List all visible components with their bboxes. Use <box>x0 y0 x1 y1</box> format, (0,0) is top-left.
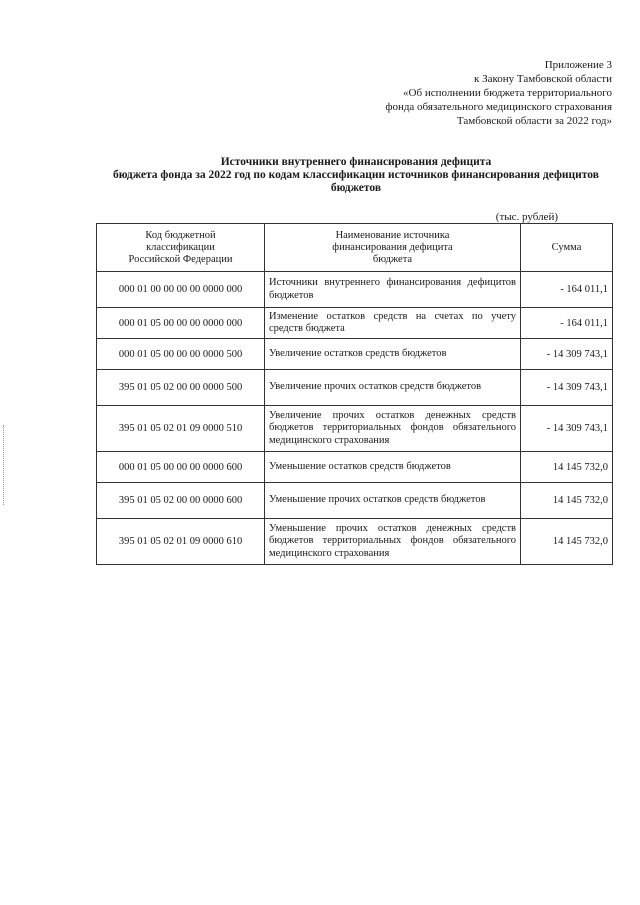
row-name: Источники внутреннего финансирования дефицитов бюджетов <box>265 272 521 308</box>
title-line: бюджета фонда за 2022 год по кодам классификации источников финансирования дефицитов <box>113 169 599 181</box>
table-row <box>97 339 613 370</box>
table-row <box>97 483 613 519</box>
table-row <box>97 406 613 452</box>
row-name: Уменьшение прочих остатков средств бюджетов <box>265 483 521 519</box>
row-code: 000 01 00 00 00 00 0000 000 <box>97 272 265 308</box>
sources-table <box>96 223 613 565</box>
appendix-line: к Закону Тамбовской области <box>474 73 612 85</box>
scan-edge-mark <box>3 425 6 505</box>
header-name-line: финансирования дефицита <box>332 241 453 253</box>
appendix-line: Тамбовской области за 2022 год» <box>456 115 612 127</box>
appendix-line: фонда обязательного медицинского страхования <box>385 101 612 113</box>
title-line: Источники внутреннего финансирования дефицита <box>220 156 492 168</box>
appendix-line: «Об исполнении бюджета территориального <box>403 87 612 99</box>
row-sum: - 14 309 743,1 <box>521 339 613 370</box>
row-sum: 14 145 732,0 <box>521 452 613 483</box>
table-row <box>97 272 613 308</box>
row-code: 000 01 05 00 00 00 0000 600 <box>97 452 265 483</box>
row-code: 395 01 05 02 01 09 0000 510 <box>97 406 265 452</box>
header-name <box>265 224 521 272</box>
row-code: 395 01 05 02 00 00 0000 500 <box>97 370 265 406</box>
units-label: (тыс. рублей) <box>495 211 558 223</box>
header-code <box>97 224 265 272</box>
row-sum: - 14 309 743,1 <box>521 406 613 452</box>
title-line: бюджетов <box>330 182 382 194</box>
header-code-line: Российской Федерации <box>128 253 233 265</box>
row-name: Увеличение прочих остатков денежных средств бюджетов территориальных фондов обязательного медицинского страхования <box>265 406 521 452</box>
row-sum: 14 145 732,0 <box>521 483 613 519</box>
table-row <box>97 519 613 565</box>
table-row <box>97 308 613 339</box>
row-code: 395 01 05 02 00 00 0000 600 <box>97 483 265 519</box>
row-name: Изменение остатков средств на счетах по учету средств бюджета <box>265 308 521 339</box>
row-sum: - 164 011,1 <box>521 272 613 308</box>
row-sum: - 14 309 743,1 <box>521 370 613 406</box>
row-sum: - 164 011,1 <box>521 308 613 339</box>
header-code-line: классификации <box>146 241 215 253</box>
row-name: Уменьшение прочих остатков денежных средств бюджетов территориальных фондов обязательного медицинского страхования <box>265 519 521 565</box>
appendix-line: Приложение 3 <box>544 59 612 71</box>
table-row <box>97 370 613 406</box>
table-header-row <box>97 224 613 272</box>
row-name: Увеличение прочих остатков средств бюджетов <box>265 370 521 406</box>
row-name: Увеличение остатков средств бюджетов <box>265 339 521 370</box>
header-sum: Сумма <box>521 224 613 272</box>
row-name: Уменьшение остатков средств бюджетов <box>265 452 521 483</box>
row-sum: 14 145 732,0 <box>521 519 613 565</box>
row-code: 000 01 05 00 00 00 0000 500 <box>97 339 265 370</box>
header-name-line: Наименование источника <box>335 229 450 241</box>
table-row <box>97 452 613 483</box>
row-code: 395 01 05 02 01 09 0000 610 <box>97 519 265 565</box>
header-code-line: Код бюджетной <box>145 229 216 241</box>
document-title <box>96 156 616 195</box>
appendix-block <box>385 58 612 128</box>
row-code: 000 01 05 00 00 00 0000 000 <box>97 308 265 339</box>
header-name-line: бюджета <box>372 253 413 265</box>
